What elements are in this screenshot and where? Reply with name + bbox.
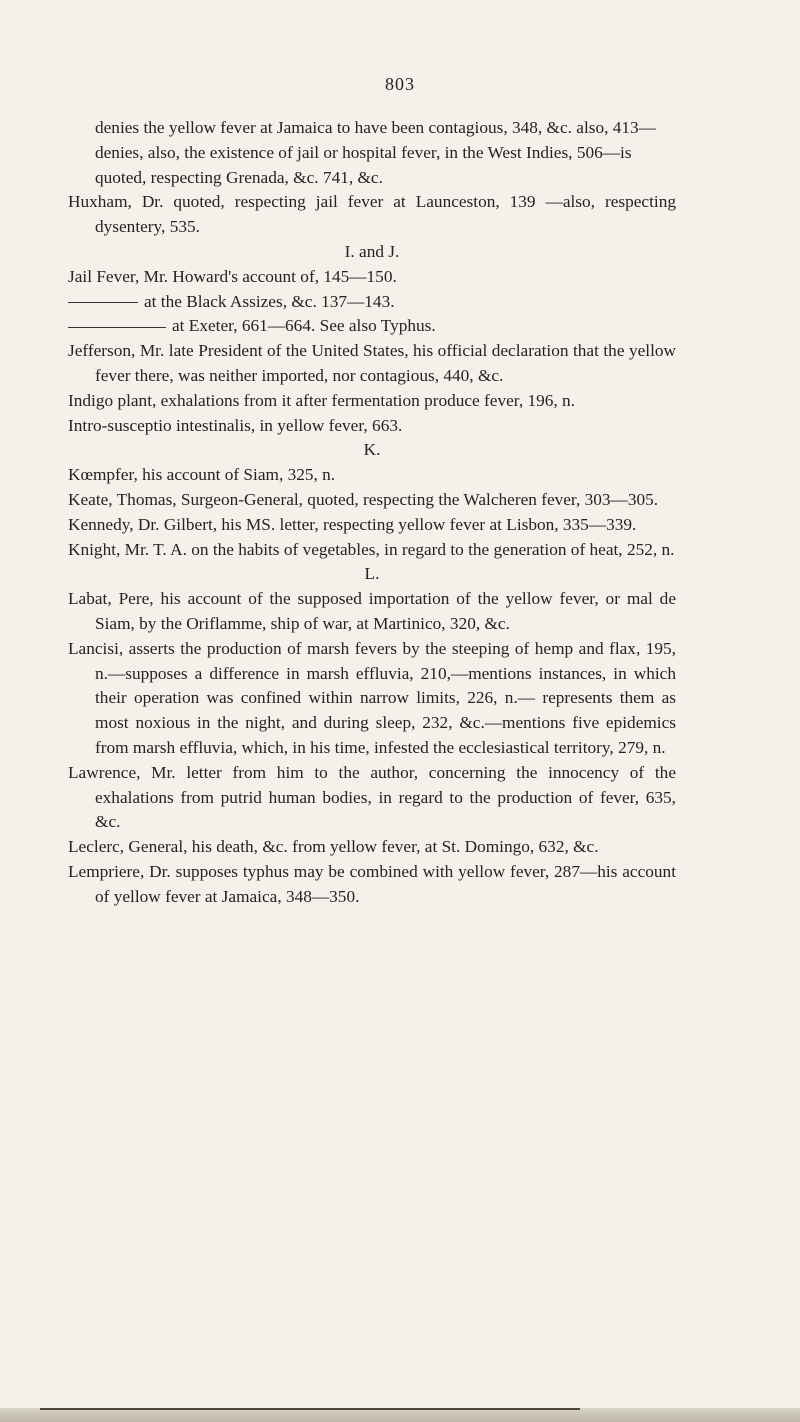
section-letter-l: L. bbox=[364, 564, 380, 584]
index-entry-lempriere: Lempriere, Dr. supposes typhus may be combined with yellow fever, 287—his account of yellow fever at Jamaica, 348—350. bbox=[68, 861, 676, 906]
index-entry-knight: Knight, Mr. T. A. on the habits of vegetables, in regard to the generation of heat, 252, n. bbox=[68, 539, 675, 559]
index-entry-jefferson: Jefferson, Mr. late President of the United States, his official declaration that the yellow fever there, was neither imported, nor contagious, 440, &c. bbox=[68, 341, 676, 385]
index-page-body bbox=[68, 116, 676, 910]
subentry-text: at the Black Assizes, &c. 137—143. bbox=[144, 291, 395, 311]
page-number: 803 bbox=[385, 74, 415, 94]
ditto-dash bbox=[68, 327, 166, 328]
index-entry-kennedy: Kennedy, Dr. Gilbert, his MS. letter, respecting yellow fever at Lisbon, 335—339. bbox=[68, 514, 637, 534]
index-entry-labat: Labat, Pere, his account of the supposed importation of the yellow fever, or mal de Siam, by the Oriflamme, ship of war, at Martinico, 320, &c. bbox=[68, 589, 676, 633]
index-entry-jail-fever: Jail Fever, Mr. Howard's account of, 145—150. bbox=[68, 266, 397, 286]
page-bottom-line bbox=[40, 1408, 580, 1410]
index-entry-keate: Keate, Thomas, Surgeon-General, quoted, respecting the Walcheren fever, 303—305. bbox=[68, 489, 659, 509]
section-letter-i-j: I. and J. bbox=[344, 241, 400, 261]
page-bottom-edge bbox=[0, 1408, 800, 1422]
index-subentry-exeter bbox=[68, 314, 676, 339]
index-entry-lancisi: Lancisi, asserts the production of marsh fevers by the steeping of hemp and flax, 195, n.—supposes a difference in marsh effluvia, 210,—mentions instances, in which their operation was confined within narrow limits, 226, n.— represents them as most noxious in the night, and during sleep, 232, &c.—mentions five epidemics from marsh effluvia, which, in his time, infested the ecclesiastical territory, 279, n. bbox=[68, 638, 676, 757]
ditto-dash bbox=[68, 302, 138, 303]
section-letter-k: K. bbox=[363, 440, 381, 460]
index-entry-lawrence: Lawrence, Mr. letter from him to the author, concerning the innocency of the exhalations from putrid human bodies, in regard to the production of fever, 635, &c. bbox=[68, 762, 676, 832]
index-entry-huxham: Huxham, Dr. quoted, respecting jail fever at Launceston, 139 —also, respecting dysentery, 535. bbox=[68, 192, 676, 237]
index-entry-koempfer: Kœmpfer, his account of Siam, 325, n. bbox=[68, 465, 336, 485]
subentry-text: at Exeter, 661—664. See also Typhus. bbox=[172, 316, 436, 336]
index-entry-intro-susceptio: Intro-susceptio intestinalis, in yellow fever, 663. bbox=[68, 415, 403, 435]
index-entry-continuation: denies the yellow fever at Jamaica to have been contagious, 348, &c. also, 413—denies, also, the existence of jail or hospital fever, in the West Indies, 506—is quoted, respecting Grenada, &c. 741, &c. bbox=[95, 118, 656, 187]
index-subentry-black-assizes bbox=[68, 290, 676, 315]
index-entry-leclerc: Leclerc, General, his death, &c. from yellow fever, at St. Domingo, 632, &c. bbox=[68, 837, 599, 857]
index-entry-indigo: Indigo plant, exhalations from it after fermentation produce fever, 196, n. bbox=[68, 390, 576, 410]
